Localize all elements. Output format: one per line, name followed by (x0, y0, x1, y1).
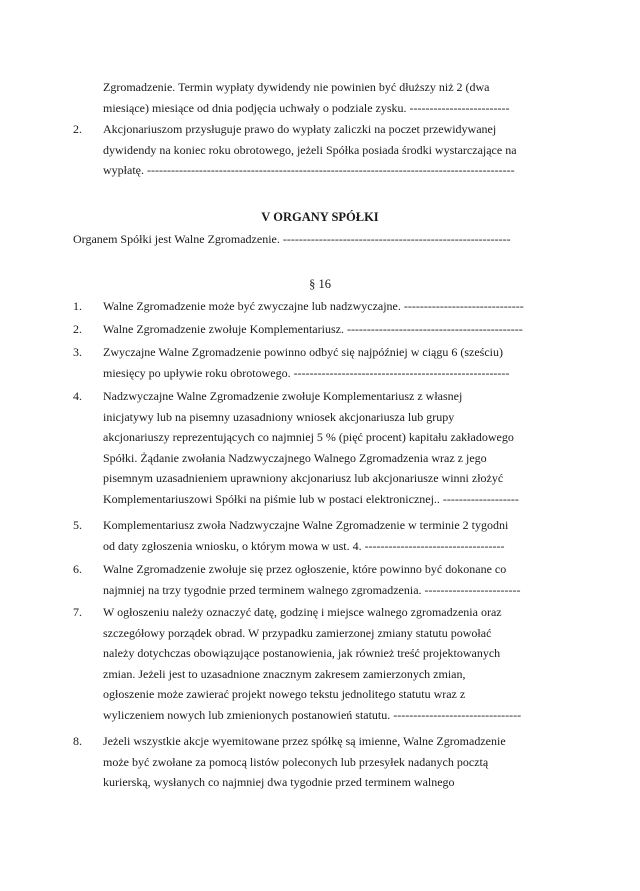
text-line: zmian. Jeżeli jest to uzasadnione znacznym zakresem zamierzonych zmian, (103, 666, 466, 681)
text-line: Zgromadzenie. Termin wypłaty dywidendy nie powinien być dłuższy niż 2 (dwa (103, 80, 490, 94)
text-line: wypłatę. -------------------------------------------------------------------------------------------- (103, 163, 515, 177)
intro-continuation (103, 77, 545, 118)
item-number: 7. (73, 605, 82, 619)
list-item (73, 319, 545, 340)
text-line: może być zwołane za pomocą listów poleconych lub przesyłek nadanych pocztą (103, 754, 489, 769)
text-line: Spółki. Żądanie zwołania Nadzwyczajnego Walnego Zgromadzenia wraz z jego (103, 450, 487, 465)
list-item (73, 559, 545, 600)
item-number: 2. (73, 322, 82, 336)
list-item (73, 602, 545, 725)
text-line: miesięcy po upływie roku obrotowego. ------------------------------------------------------ (103, 365, 510, 380)
list-item (73, 296, 545, 317)
text-line: W ogłoszeniu należy oznaczyć datę, godzinę i miejsce walnego zgromadzenia oraz (103, 605, 502, 619)
item-number: 3. (73, 345, 82, 359)
list-item (73, 731, 545, 793)
item-number: 5. (73, 518, 82, 532)
list-item (73, 342, 545, 383)
text-line: pisemnym uzasadnieniem uprawniony akcjonariusz lub akcjonariusze winni złożyć (103, 471, 504, 485)
text-line: Nadzwyczajne Walne Zgromadzenie zwołuje Komplementariusz z własnej (103, 389, 463, 403)
text-line: ogłoszenie może zawierać projekt nowego tekstu jednolitego statutu wraz z (103, 687, 466, 701)
text-line: dywidendy na koniec roku obrotowego, jeżeli Spółka posiada środki wystarczające na (103, 142, 517, 157)
text-line: Komplementariuszowi Spółki na piśmie lub w postaci elektronicznej.. ------------------- (103, 491, 519, 506)
text-line: wyliczeniem nowych lub zmienionych postanowień statutu. -------------------------------- (103, 707, 522, 722)
paragraph-title: § 16 (309, 277, 331, 291)
text-line: Akcjonariuszom przysługuje prawo do wypłaty zaliczki na poczet przewidywanej (103, 122, 497, 136)
text-line: od daty zgłoszenia wniosku, o którym mowa w ust. 4. ----------------------------------- (103, 538, 505, 553)
item-number: 4. (73, 389, 82, 403)
text-line: kurierską, wysłanych co najmniej dwa tygodnie przed terminem walnego (103, 775, 455, 789)
text-line: inicjatywy lub na pisemny uzasadniony wniosek akcjonariusza lub grupy (103, 409, 455, 424)
text-line: Walne Zgromadzenie zwołuje Komplementariusz. -------------------------------------------- (103, 322, 523, 336)
text-line: szczegółowy porządek obrad. W przypadku zamierzonej zmiany statutu powołać (103, 625, 492, 640)
text-line: należy dotychczas obowiązujące postanowienia, jak również treść projektowanych (103, 646, 501, 660)
text-line: akcjonariuszy reprezentujących co najmniej 5 % (pięć procent) kapitału zakładowego (103, 430, 514, 444)
text-line: miesiące) miesiące od dnia podjęcia uchwały o podziale zysku. ------------------------- (103, 100, 510, 115)
list-item-prev-2 (73, 119, 545, 181)
text-line: Jeżeli wszystkie akcje wyemitowane przez spółkę są imienne, Walne Zgromadzenie (103, 734, 506, 748)
text-line: Zwyczajne Walne Zgromadzenie powinno odbyć się najpóźniej w ciągu 6 (sześciu) (103, 345, 504, 359)
list-item (73, 386, 545, 509)
item-number: 8. (73, 734, 82, 748)
text-line: Komplementariusz zwoła Nadzwyczajne Walne Zgromadzenie w terminie 2 tygodni (103, 518, 509, 532)
text-line: najmniej na trzy tygodnie przed terminem walnego zgromadzenia. ------------------------ (103, 582, 521, 597)
section-intro: Organem Spółki jest Walne Zgromadzenie. --------------------------------------------------------- (73, 232, 511, 246)
list-item (73, 515, 545, 556)
item-number: 2. (73, 122, 82, 136)
item-number: 1. (73, 299, 82, 313)
item-number: 6. (73, 562, 82, 576)
text-line: Walne Zgromadzenie zwołuje się przez ogłoszenie, które powinno być dokonane co (103, 562, 507, 576)
text-line: Walne Zgromadzenie może być zwyczajne lub nadzwyczajne. ------------------------------ (103, 299, 524, 313)
section-heading: V ORGANY SPÓŁKI (261, 210, 379, 224)
